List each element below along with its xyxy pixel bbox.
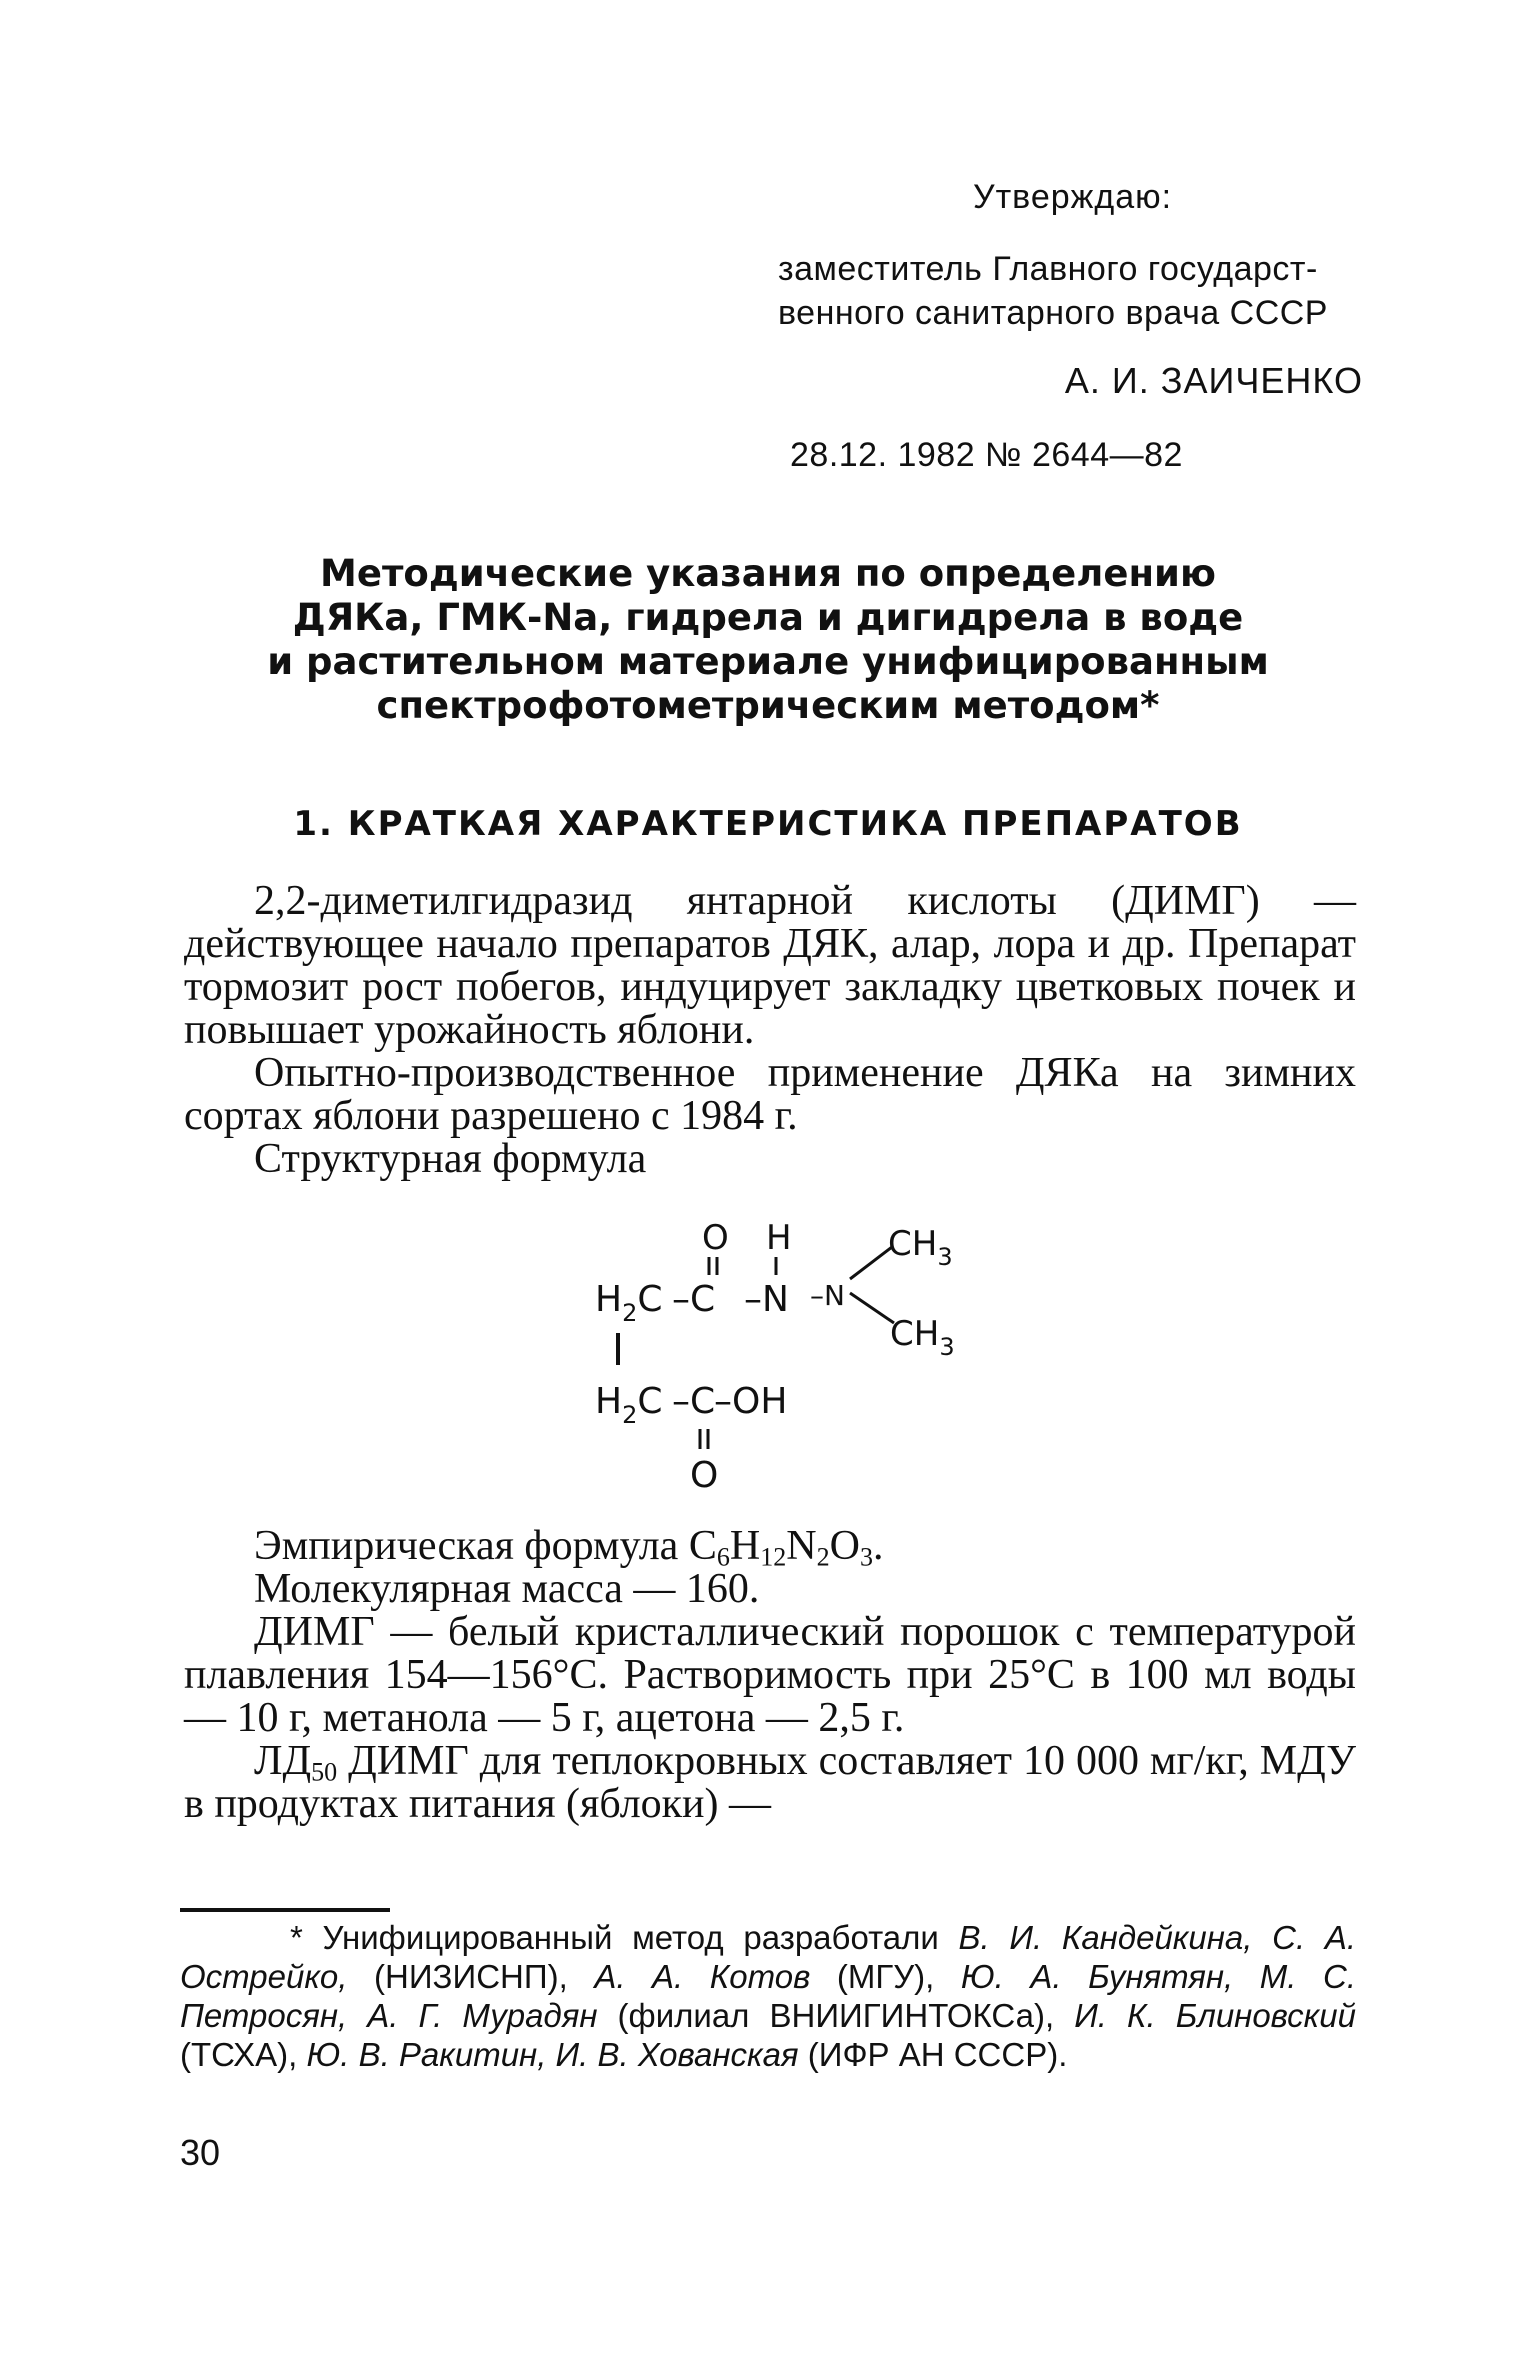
document-title [180, 552, 1356, 728]
footnote-author-4: Ю. А. Бунятян, [960, 1958, 1234, 1995]
body-text-upper [184, 880, 1356, 1181]
structural-formula [550, 1215, 1010, 1505]
formula-oh: –OH [714, 1381, 788, 1422]
paragraph-ld50: $ЛД_{50}$ ДИМГ для теплокровных составляет 10 000 мг/кг, МДУ в продуктах питания (яблоки) — [184, 1738, 1356, 1827]
empirical-formula-line [184, 1523, 1356, 1572]
formula-carbonyl-c: –C [672, 1279, 716, 1320]
footnote-author-7: Ю. В. Ракитин, И. В. Хованская [306, 2036, 799, 2073]
approver-position-line-1: заместитель Главного государст- [778, 250, 1318, 288]
approval-heading: Утверждаю: [973, 178, 1173, 216]
title-line-4: спектрофотометрическим методом* [376, 684, 1160, 727]
approver-position-line-2: венного санитарного врача СССР [778, 294, 1328, 332]
empirical-formula-label: Эмпирическая формула [254, 1523, 689, 1569]
title-line-1: Методические указания по определению [320, 552, 1216, 595]
footnote-author-5: М. С. Петросян, А. Г. Мурадян [180, 1958, 1356, 2034]
molar-mass-line: Молекулярная масса — 160. [254, 1566, 760, 1612]
footnote-divider [180, 1908, 390, 1912]
footnote-author-2: С. А. Острейко, [180, 1919, 1356, 1995]
footnote-author-6: И. К. Блиновский [1074, 1997, 1356, 2034]
empirical-formula: $C_6H_{12}N_2O_3$. [688, 1523, 884, 1572]
paragraph-application: Опытно-производственное применение ДЯКа на зимних сортах яблони разрешено с 1984 г. [184, 1050, 1356, 1139]
formula-bond-n-ch3-bottom [850, 1293, 894, 1323]
formula-acid-c: –C [672, 1381, 716, 1422]
formula-h-top: H [766, 1218, 792, 1258]
footnote-author-3: А. А. Котов [594, 1958, 811, 1995]
formula-bond-n-ch3-top [850, 1247, 892, 1279]
title-line-2: ДЯКа, ГМК-Na, гидрела и дигидрела в воде [292, 596, 1244, 639]
formula-o-top: O [702, 1218, 729, 1258]
formula-n1: –N [744, 1279, 789, 1320]
approver-position [778, 247, 1363, 335]
body-text-lower [184, 1525, 1356, 1826]
paragraph-dimg-description: 2,2-диметилгидразид янтарной кислоты (ДИМГ) — действующее начало препаратов ДЯК, алар, лора и др. Препарат тормозит рост побегов, индуцирует закладку цветковых почек и повышает урожайность яблони. [184, 878, 1356, 1053]
paragraph-structural-formula-label: Структурная формула [254, 1136, 647, 1182]
paragraph-properties: ДИМГ — белый кристаллический порошок с температурой плавления 154—156°С. Растворимость при 25°С в 100 мл воды — 10 г, метанола — 5 г, ацетона — 2,5 г. [184, 1609, 1356, 1741]
formula-h2c-upper: $H_2C$ [595, 1279, 663, 1327]
formula-ch3-bottom: $CH_3$ [890, 1314, 955, 1361]
formula-n2: –N [810, 1279, 845, 1312]
footnote-author-1: В. И. Кандейкина, [958, 1919, 1253, 1956]
formula-h2c-lower: $H_2C$ [595, 1381, 663, 1429]
page-number: 30 [180, 2132, 221, 2173]
formula-ch3-top: $CH_3$ [888, 1224, 953, 1271]
formula-o-bottom: O [690, 1455, 719, 1496]
approval-block [778, 175, 1363, 477]
approver-name: А. И. ЗАИЧЕНКО [1064, 360, 1363, 401]
approval-date-number: 28.12. 1982 № 2644—82 [790, 436, 1183, 474]
title-line-3: и растительном материале унифицированным [267, 640, 1269, 683]
footnote: * Унифицированный метод разработали В. И. Кандейкина, С. А. Острейко, (НИЗИСНП), А. А. Котов (МГУ), Ю. А. Бунятян, М. С. Петросян, А. Г. Мурадян (филиал ВНИИГИНТОКСа), И. К. Блиновский (ТСХА), Ю. В. Ракитин, И. В. Хованская (ИФР АН СССР). [180, 1919, 1356, 2073]
section-heading: 1. КРАТКАЯ ХАРАКТЕРИСТИКА ПРЕПАРАТОВ [293, 804, 1243, 844]
